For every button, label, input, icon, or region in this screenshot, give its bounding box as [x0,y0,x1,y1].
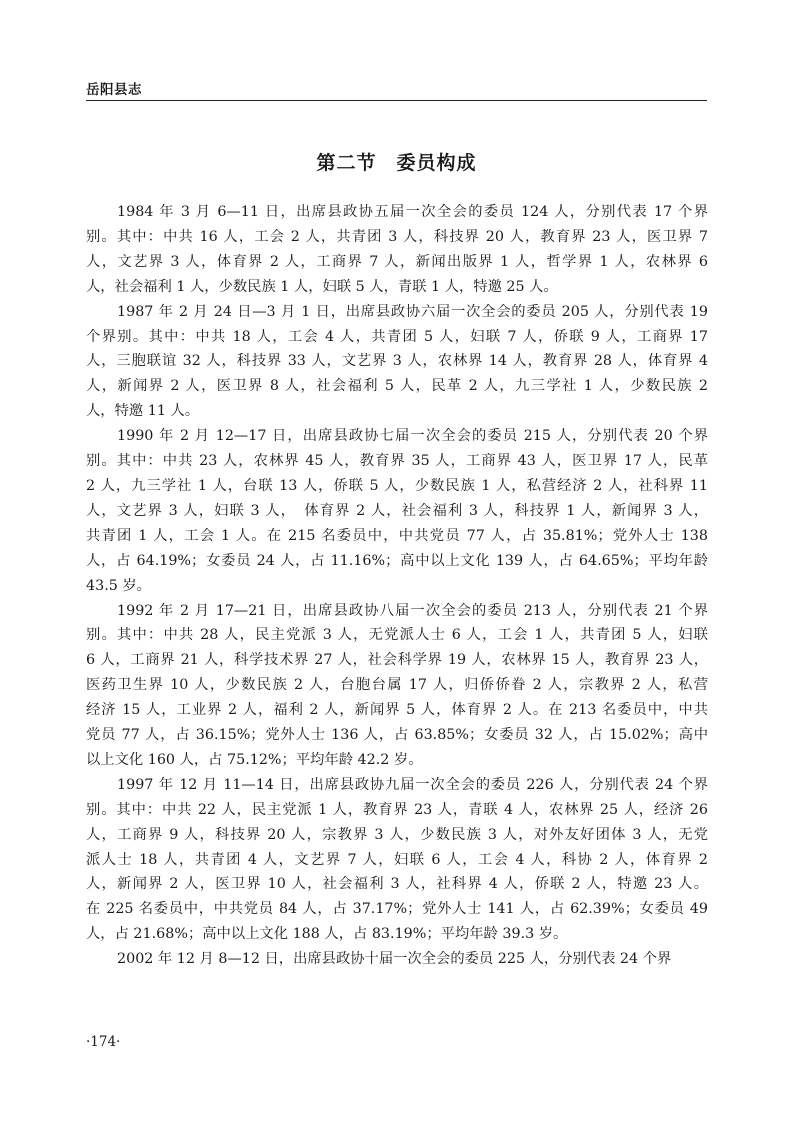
text-line: 共青团 1 人，工会 1 人。在 215 名委员中，中共党员 77 人，占 35.81%；党外人士 138 [86,527,708,544]
text-line: 别。其中：中共 16 人，工会 2 人，共青团 3 人，科技界 20 人，教育界 23 人，医卫界 7 [86,228,708,245]
section-title: 第二节 委员构成 [316,152,477,174]
text-line: 人，文艺界 3 人，妇联 3 人， 体育界 2 人，社会福利 3 人，科技界 1 人，新闻界 3 人， [86,502,708,519]
text-line: 以上文化 160 人，占 75.12%；平均年龄 42.2 岁。 [86,751,423,768]
paragraph [86,773,708,947]
text-line: 1984 年 3 月 6—11 日，出席县政协五届一次全会的委员 124 人，分别代表 17 个界 [117,204,708,220]
text-line: 人，新闻界 2 人，医卫界 8 人，社会福利 5 人，民革 2 人，九三学社 1 人，少数民族 2 [86,378,708,395]
paragraph [86,947,708,972]
text-line: 个界别。其中：中共 18 人，工会 4 人，共青团 5 人，妇联 7 人，侨联 9 人，工商界 17 [86,328,708,345]
running-header [86,66,707,101]
text-line: 1997 年 12 月 11—14 日，出席县政协九届一次全会的委员 226 人，分别代表 24 个界 [117,776,708,793]
text-line: 医药卫生界 10 人，少数民族 2 人，台胞台属 17 人，归侨侨眷 2 人，宗教界 2 人，私营 [86,677,708,694]
paragraph [86,424,708,598]
text-line: 2 人，九三学社 1 人，台联 13 人，侨联 5 人，少数民族 1 人，私营经济 2 人，社科界 11 [86,477,708,494]
text-line: 1987 年 2 月 24 日—3 月 1 日，出席县政协六届一次全会的委员 205 人，分别代表 19 [117,303,708,320]
text-line: 人，文艺界 3 人，体育界 2 人，工商界 7 人，新闻出版界 1 人，哲学界 1 人，农林界 6 [86,253,708,270]
body-text [86,200,708,972]
text-line: 别。其中：中共 23 人，农林界 45 人，教育界 35 人，工商界 43 人，医卫界 17 人，民革 [86,453,708,470]
text-line: 1990 年 2 月 12—17 日，出席县政协七届一次全会的委员 215 人，分别代表 20 个界 [117,428,708,445]
text-line: 别。其中：中共 22 人，民主党派 1 人，教育界 23 人，青联 4 人，农林界 25 人，经济 26 [86,801,708,818]
text-line: 在 225 名委员中，中共党员 84 人，占 37.17%；党外人士 141 人，占 62.39%；女委员 49 [86,901,708,918]
text-line: 43.5 岁。 [86,577,151,594]
text-line: 别。其中：中共 28 人，民主党派 3 人，无党派人士 6 人，工会 1 人，共青团 5 人，妇联 [86,627,708,644]
text-line: 2002 年 12 月 8—12 日，出席县政协十届一次全会的委员 225 人，分别代表 24 个界 [117,951,672,968]
text-line: 人，特邀 11 人。 [86,403,200,420]
text-line: 6 人，工商界 21 人，科学技术界 27 人，社会科学界 19 人，农林界 15 人，教育界 23 人， [86,652,708,669]
book-title: 岳阳县志 [86,82,142,98]
text-line: 党员 77 人，占 36.15%；党外人士 136 人，占 63.85%；女委员 32 人，占 15.02%；高中 [86,727,708,744]
text-line: 人，占 64.19%；女委员 24 人，占 11.16%；高中以上文化 139 人，占 64.65%；平均年龄 [86,552,708,569]
text-line: 人，三胞联谊 32 人，科技界 33 人，文艺界 3 人，农林界 14 人，教育界 28 人，体育界 4 [86,353,708,370]
text-line: 人，工商界 9 人，科技界 20 人，宗教界 3 人，少数民族 3 人，对外友好团体 3 人，无党 [86,826,708,843]
text-line: 1992 年 2 月 17—21 日，出席县政协八届一次全会的委员 213 人，分别代表 21 个界 [117,602,708,619]
paragraph [86,200,708,300]
text-line: 派人士 18 人，共青团 4 人，文艺界 7 人，妇联 6 人，工会 4 人，科协 2 人，体育界 2 [86,851,708,868]
text-line: 经济 15 人，工业界 2 人，福利 2 人，新闻界 5 人，体育界 2 人。在 213 名委员中，中共 [86,702,708,719]
paragraph [86,599,708,773]
text-line: 人，新闻界 2 人，医卫界 10 人，社会福利 3 人，社科界 4 人，侨联 2 人，特邀 23 人。 [86,876,708,893]
text-line: 人，社会福利 1 人，少数民族 1 人，妇联 5 人，青联 1 人，特邀 25 人。 [86,278,558,295]
text-line: 人，占 21.68%；高中以上文化 188 人，占 83.19%；平均年龄 39.3 岁。 [86,926,568,943]
paragraph [86,300,708,425]
page-number: ·174· [86,1034,121,1050]
